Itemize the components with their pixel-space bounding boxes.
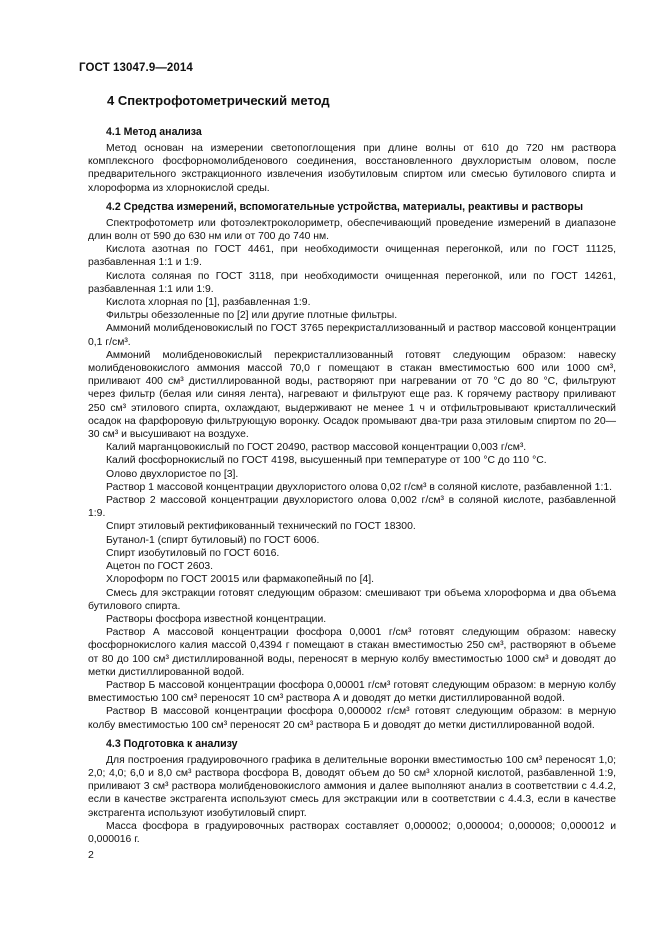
paragraph: Раствор А массовой концентрации фосфора 0,0001 г/см³ готовят следующим образом: навеску фосфорнокислого калия массой 0,4394 г помещают в стакан вместимостью 250 см³, растворяют в объеме от 80 до 100 см³ дистиллированной воды, переносят в мерную колбу вместимостью 1000 см³ и доводят до метки дистиллированной водой. [88, 627, 616, 678]
paragraph: Раствор Б массовой концентрации фосфора 0,00001 г/см³ готовят следующим образом: в мерную колбу вместимостью 100 см³ переносят 10 см³ раствора А и доводят до метки дистиллированной водой. [88, 679, 616, 705]
standard-code-header: ГОСТ 13047.9—2014 [79, 62, 193, 74]
paragraph: Спирт изобутиловый по ГОСТ 6016. [106, 547, 280, 559]
paragraph: Олово двухлористое по [3]. [106, 468, 239, 480]
subsection-title-4-3: 4.3 Подготовка к анализу [106, 737, 238, 750]
paragraph: Калий фосфорнокислый по ГОСТ 4198, высушенный при температуре от 100 °С до 110 °С. [106, 455, 547, 467]
paragraph: Калий марганцовокислый по ГОСТ 20490, раствор массовой концентрации 0,003 г/см³. [106, 442, 527, 454]
paragraph: Хлороформ по ГОСТ 20015 или фармакопейный по [4]. [106, 574, 375, 586]
paragraph: Раствор В массовой концентрации фосфора 0,000002 г/см³ готовят следующим образом: в мерную колбу вместимостью 100 см³ переносят 20 см³ раствора Б и доводят до метки дистиллированной водой. [88, 706, 616, 731]
paragraph: Кислота соляная по ГОСТ 3118, при необходимости очищенная перегонкой, или по ГОСТ 14261, разбавленная 1:1 или 1:9. [88, 270, 616, 295]
section-title: 4 Спектрофотометрический метод [107, 93, 330, 108]
document-body [88, 93, 616, 846]
paragraph: Метод основан на измерении светопоглощения при длине волны от 610 до 720 нм раствора комплексного фосфорномолибденового соединения, восстановленного двухлористым оловом, после предварительного экстракционного извлечения изобутиловым спиртом или смесью бутилового спирта и хлороформа из хлорнокислой среды. [88, 143, 616, 194]
paragraph: Ацетон по ГОСТ 2603. [106, 561, 214, 573]
paragraph: Кислота азотная по ГОСТ 4461, при необходимости очищенная перегонкой, или по ГОСТ 11125, разбавленная 1:1 и 1:9. [88, 244, 616, 269]
paragraph: Раствор 2 массовой концентрации двухлористого олова 0,002 г/см³ в соляной кислоте, разбавленной 1:9. [88, 495, 616, 520]
paragraph: Смесь для экстракции готовят следующим образом: смешивают три объема хлороформа и два объема бутилового спирта. [88, 587, 616, 612]
paragraph: Спектрофотометр или фотоэлектроколориметр, обеспечивающий проведение измерений в диапазоне длин волн от 590 до 630 нм или от 700 до 740 нм. [88, 217, 616, 243]
paragraph: Кислота хлорная по [1], разбавленная 1:9. [106, 297, 311, 309]
subsection-title-4-1: 4.1 Метод анализа [106, 126, 202, 138]
paragraph: Аммоний молибденовокислый перекристаллизованный готовят следующим образом: навеску молибденовокислого аммония массой 70,0 г помещают в стакан вместимостью 600 или 1000 см³, приливают 400 см³ дистиллированной воды, растворяют при нагревании от 70 °С до 80 °С, фильтруют через фильтр (белая или синяя лента), нагревают и фильтруют еще раз. К горячему раствору приливают 250 см³ этилового спирта, охлаждают, выдерживают не менее 1 ч и отфильтровывают кристаллический осадок на фарфоровую фильтрующую воронку. Осадок промывают два-три раза этиловым спиртом по 20—30 см³ и высушивают на воздухе. [88, 349, 616, 441]
paragraph: Растворы фосфора известной концентрации. [106, 613, 327, 625]
paragraph: Бутанол-1 (спирт бутиловый) по ГОСТ 6006. [106, 534, 320, 546]
page-number: 2 [88, 849, 94, 861]
paragraph: Спирт этиловый ректификованный технический по ГОСТ 18300. [106, 521, 416, 533]
subsection-title-4-2: 4.2 Средства измерений, вспомогательные устройства, материалы, реактивы и растворы [106, 200, 584, 213]
paragraph: Масса фосфора в градуировочных растворах составляет 0,000002; 0,000004; 0,000008; 0,000012 и 0,000016 г. [88, 820, 616, 845]
paragraph: Раствор 1 массовой концентрации двухлористого олова 0,02 г/см³ в соляной кислоте, разбавленной 1:1. [106, 481, 613, 493]
paragraph: Для построения градуировочного графика в делительные воронки вместимостью 100 см³ переносят 1,0; 2,0; 4,0; 6,0 и 8,0 см³ раствора фосфора В, доводят объем до 50 см³ хлорной кислотой, разбавленной 1:9, приливают 3 см³ раствора молибденовокислого аммония и далее выполняют анализ в соответствии с 4.4.2, если в качестве экстрагента используют смесь для экстракции или в соответствии с 4.4.3, если в качестве экстрагента используют изобутиловый спирт. [88, 754, 616, 819]
paragraph: Аммоний молибденовокислый по ГОСТ 3765 перекристаллизованный и раствор массовой концентрации 0,1 г/см³. [88, 323, 616, 348]
paragraph: Фильтры обеззоленные по [2] или другие плотные фильтры. [106, 310, 398, 322]
